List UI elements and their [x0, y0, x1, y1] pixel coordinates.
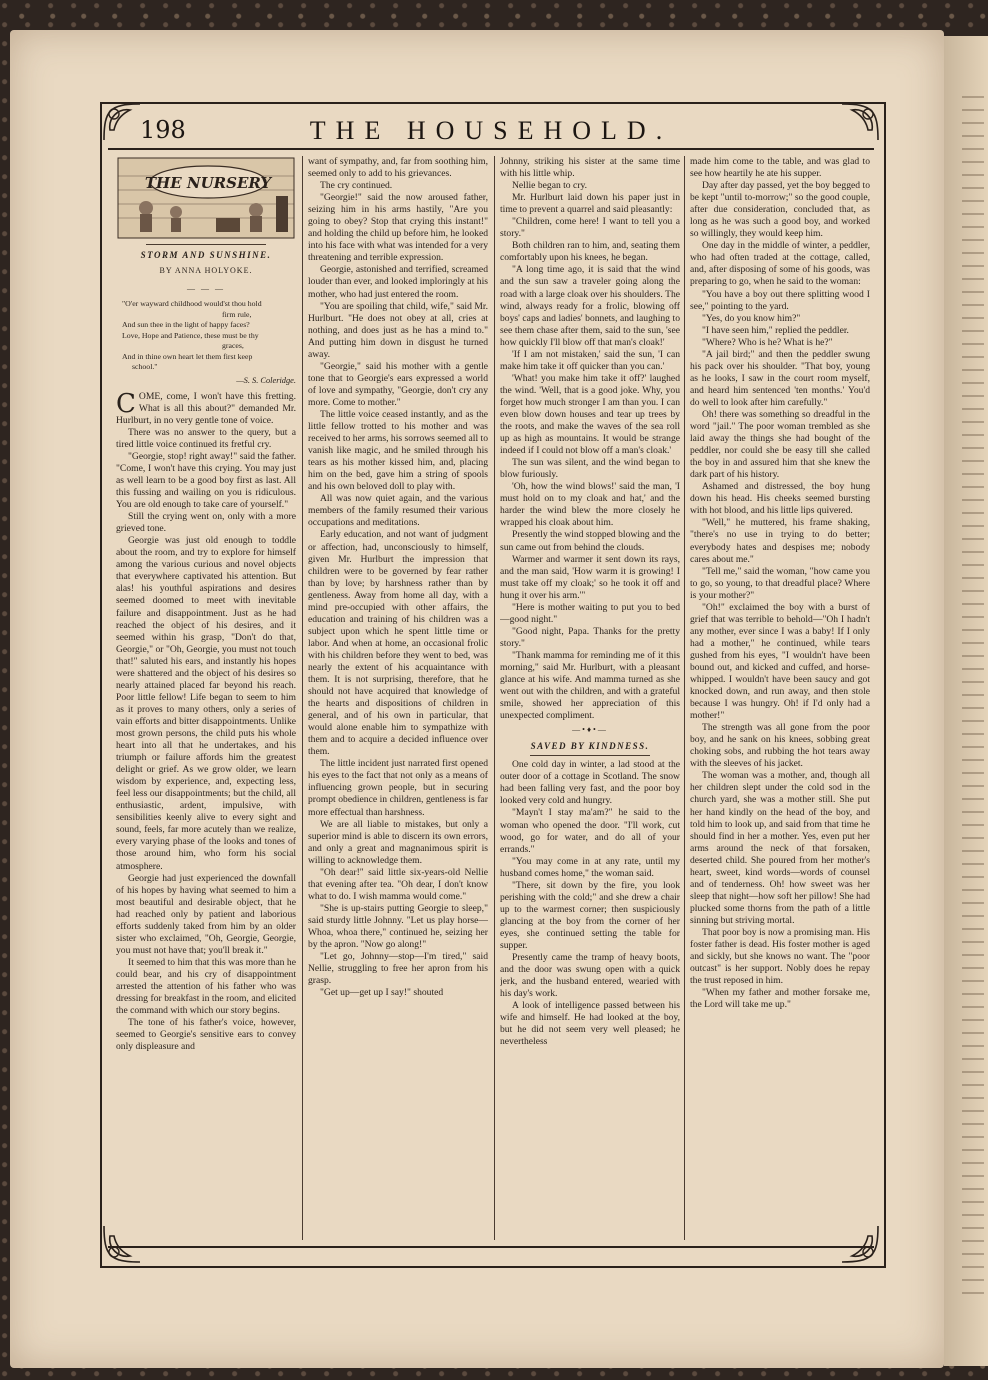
paragraph: "Here is mother waiting to put you to bed—good night." — [500, 601, 680, 625]
paragraph: Nellie began to cry. — [512, 180, 588, 192]
paragraph: There was no answer to the query, but a tired little voice continued its fretful cry. — [116, 426, 296, 450]
paragraph: One cold day in winter, a lad stood at the outer door of a cottage in Scotland. The snow had been falling very fast, and the poor boy looked very cold and hungry. — [500, 759, 680, 807]
paragraph: That poor boy is now a promising man. His foster father is dead. His foster mother is aged and sickly, but she knows no want. The "poor outcast" is her support. Nobly does he repay the trust reposed in him. — [690, 927, 870, 987]
paragraph: COME, come, I won't have this fretting. What is all this about?" demanded Mr. Hurlburt, in no very gentle tone of voice. — [116, 388, 296, 426]
column-rule — [494, 156, 495, 1240]
paragraph: "Yes, do you know him?" — [702, 312, 801, 324]
divider-rule — [146, 244, 266, 245]
paragraph: Georgie was just old enough to toddle about the room, and try to explore for himself among the various curious and novel objects that everywhere captivated his attention. But alas! his youthful aspirations and desires seemed doomed to meet with inevitable failure and disappointment. Just as he had reached the object of his desires, and it seemed within his grasp, "Don't do that, Georgie," or "Oh, Georgie, you must not touch that!" saluted his ears, and instantly his hopes were shattered and the object of his desires so nearly attained placed far beyond his reach. Poor little fellow! Life began to seem to him as it proves to many others, only a series of vain efforts and bitter disappointments. Unlike most grown persons, the child puts his whole heart into all that he undertakes, and his triumph or failure affords him the greatest delight or grief. As we grow older, we learn wisdom by experience, and, expecting less, feel less our disappointments; but the child, all enthusiastic, ardent, impulsive, with sensibilities keenly alive to every sight and sound, feels, far more acutely than we realize, every varying phase of the looks and tones of those around him, who form his social atmosphere. — [116, 535, 296, 872]
paragraph: Presently the wind stopped blowing and the sun came out from behind the clouds. — [500, 529, 680, 553]
paragraph: All was now quiet again, and the various members of the family resumed their various occupations and meditations. — [308, 493, 488, 529]
paragraph: The tone of his father's voice, however, seemed to Georgie's sensitive ears to convey only displeasure and — [116, 1017, 296, 1053]
paragraph: Day after day passed, yet the boy begged to be kept "until to-morrow;" so the good couple, after due consideration, concluded that, as long as he was such a good boy, and worked so willingly, they would keep him. — [690, 180, 870, 240]
paragraph: "When my father and mother forsake me, the Lord will take me up." — [690, 987, 870, 1011]
paragraph: "Well," he muttered, his frame shaking, "there's no use in trying to do better; everybody hates and despises me; nobody cares about me." — [690, 517, 870, 565]
column-3 — [500, 156, 680, 1240]
paragraph: "I have seen him," replied the peddler. — [702, 324, 849, 336]
column-4 — [690, 156, 870, 1240]
column-2 — [308, 156, 488, 1240]
paragraph: The little incident just narrated first opened his eyes to the fact that not only as a means of influencing grown people, but in securing prompt obedience in children, gentleness is far more effectual than harshness. — [308, 758, 488, 818]
paragraph: Johnny, striking his sister at the same time with his little whip. — [500, 156, 680, 180]
paragraph: The sun was silent, and the wind began to blow furiously. — [500, 457, 680, 481]
paragraph: Early education, and not want of judgment or affection, had, unconsciously to himself, given Mr. Hurlburt the impression that children were to be governed by fear rather than by love; by harshness rather than by gentleness. Away from home all day, with a mind pre-occupied with other affairs, the education and training of his children was a subject upon which he spent little time or labor. And when at home, an occasional frolic with his children before they went to bed, was nearly the extent of his acquaintance with them. It is not surprising, therefore, that he should not have acquired that knowledge of the hearts and dispositions of children in general, and of his own in particular, that would alone enable him to sympathize with them and to acquire a decided influence over them. — [308, 529, 488, 758]
masthead-title: THE HOUSEHOLD. — [309, 116, 673, 145]
paragraph: Georgie, astonished and terrified, screamed louder than ever, and looked imploringly at his mother, who had just entered the room. — [308, 264, 488, 300]
paragraph: It seemed to him that this was more than he could bear, and his cry of disappointment arrested the attention of his father who was dressing for breakfast in the room, and elicited the command with which our story begins. — [116, 956, 296, 1017]
paragraph: "You have a boy out there splitting wood I see," pointing to the yard. — [690, 288, 870, 312]
paragraph: The cry continued. — [320, 180, 393, 192]
paragraph: Ashamed and distressed, the boy hung down his head. His cheeks seemed bursting with hot blood, and his little lips quivered. — [690, 481, 870, 517]
column-rule — [302, 156, 303, 1240]
paragraph: "Oh dear!" said little six-years-old Nellie that evening after tea. "Oh dear, I don't know what to do. I wish mamma would come." — [308, 866, 488, 902]
divider-rule — [530, 755, 650, 756]
paragraph: Georgie had just experienced the downfall of his hopes by having what seemed to him a most beautiful and desirable object, that he had reached only by patient and laborious efforts suddenly taked from him by an older sister who exclaimed, "Oh, Georgie, Georgie, you must not have that; you'll break it." — [116, 872, 296, 956]
adjacent-page-edge — [944, 36, 988, 1366]
nursery-art-label: THE NURSERY — [144, 174, 272, 192]
paragraph: "Let go, Johnny—stop—I'm tired," said Nellie, struggling to free her apron from his grasp. — [308, 951, 488, 987]
nursery-illustration — [116, 156, 296, 240]
paragraph: We are all liable to mistakes, but only a superior mind is able to discern its own errors, and only a great and magnanimous spirit is willing to acknowledge them. — [308, 818, 488, 866]
paragraph: want of sympathy, and, far from soothing him, seemed only to add to his grievances. — [308, 156, 488, 180]
drop-cap: C — [116, 388, 136, 419]
story-title: SAVED BY KINDNESS. — [530, 741, 650, 752]
paragraph: 'Oh, how the wind blows!' said the man, 'I must hold on to my cloak and hat,' and the harder the wind blew the more closely he wrapped his cloak about him. — [500, 481, 680, 529]
section-divider: —•♦•— — [572, 725, 608, 735]
article-columns — [116, 156, 872, 1240]
paragraph: The strength was all gone from the poor boy, and he sank on his knees, sobbing great choking sobs, and rubbing the hot tears away with the sleeves of his jacket. — [690, 722, 870, 770]
paragraph: "Where? Who is he? What is he?" — [702, 336, 833, 348]
paragraph: "There, sit down by the fire, you look perishing with the cold;" and she drew a chair up to the warmest corner; then suspiciously glancing at the boy from the corner of her eyes, she continued setting the table for supper. — [500, 879, 680, 951]
column-1 — [116, 156, 296, 1240]
paragraph: "Georgie," said his mother with a gentle tone that to Georgie's ears expressed a world of love and sympathy, "Georgie, don't cry any more. Come to mother." — [308, 360, 488, 408]
paragraph: One day in the middle of winter, a peddler, who had often traded at the cottage, called, and, after disposing of some of his goods, was preparing to go, when he said to the woman: — [690, 240, 870, 288]
paragraph: "Mayn't I stay ma'am?" he said to the woman who opened the door. "I'll work, cut wood, go for water, and do all of your errands." — [500, 807, 680, 855]
paragraph: "You are spoiling that child, wife," said Mr. Hurlburt. "He does not obey at all, cries at nothing, and does just as he has a mind to." And putting him down in disgust he turned away. — [308, 300, 488, 360]
paragraph: "She is up-stairs putting Georgie to sleep," said sturdy little Johnny. "Let us play horse—Whoa, whoa there," continued he, seizing her by the apron. "Now go along!" — [308, 902, 488, 951]
paragraph: made him come to the table, and was glad to see how heartily he ate his supper. — [690, 156, 870, 180]
story-byline: BY ANNA HOLYOKE. — [159, 266, 253, 276]
paragraph: "Get up—get up I say!" shouted — [320, 987, 444, 999]
paragraph: "Thank mamma for reminding me of it this morning," said Mr. Hurlburt, with a pleasant glance at his wife. And mamma turned as she went out with the children, and with a grateful smile, showed her appreciation of this unexpected compliment. — [500, 649, 680, 722]
page-number: 198 — [140, 116, 186, 144]
paragraph: "Oh!" exclaimed the boy with a burst of grief that was terrible to behold—"Oh I hadn't any mother, ever since I was a baby! If I only had a mother," he continued, while tears gushed from his eyes, "I wouldn't have been bound out, and kicked and cuffed, and horse-whipped. I wouldn't have been saucy and got knocked down, and run away, and then stole because I was hungry. Oh! if I'd only had a mother!" — [690, 601, 870, 722]
paragraph: A look of intelligence passed between his wife and himself. He had looked at the boy, but he did not seem very well pleased; he nevertheless — [500, 1000, 680, 1048]
paragraph: The little voice ceased instantly, and as the little fellow trotted to his mother and was received to her arms, his sorrows seemed all to vanish like magic, and he smiled through his tears as his mother kissed him, and, placing him on the bed, gave him a string of spools and his own beloved doll to play with. — [308, 408, 488, 493]
paragraph: Mr. Hurlburt laid down his paper just in time to prevent a quarrel and said pleasantly: — [500, 192, 680, 216]
paragraph: 'If I am not mistaken,' said the sun, 'I can make him take it off quicker than you can.' — [500, 348, 680, 372]
paragraph: Both children ran to him, and, seating them comfortably upon his knees, he began. — [500, 240, 680, 264]
paragraph: Warmer and warmer it sent down its rays, and the man said, 'How warm it is growing! I must take off my cloak;' so he took it off and hung it over his arm.'" — [500, 553, 680, 601]
paragraph: "Tell me," said the woman, "how came you to go, so young, to that dreadful place? Where is your mother?" — [690, 565, 870, 601]
paragraph: The woman was a mother, and, though all her children slept under the cold sod in the church yard, she was a mother still. She put her hand kindly on the head of the boy, and told him to look up, and said from that time he should find in her a mother. Yes, even put her arms around the neck of that forsaken, deserted child. She poured from her mother's heart, sweet, kind words—words of counsel and of tenderness. Oh! how sweet was her sleep that night—how soft her pillow! She had plucked some thorns from the path of a little sinning but striving mortal. — [690, 770, 870, 926]
paragraph: "Georgie, stop! right away!" said the father. "Come, I won't have this crying. You may just as well learn to be a good boy first as last. All this fussing and wailing on you is ridiculous. You are old enough to take care of yourself." — [116, 450, 296, 511]
epigraph-verse: "O'er wayward childhood would'st thou hold firm rule, And sun thee in the light of happy faces? Love, Hope and Patience, these must be thy graces, And in thine own heart let them first keep school." — [122, 299, 262, 372]
paragraph: Still the crying went on, only with a more grieved tone. — [116, 511, 296, 535]
page-header — [100, 110, 882, 150]
paragraph: "Georgie!" said the now aroused father, seizing him in his arms hastily, "Are you going to obey? Stop that crying this instant!" and holding the child up before him, he looked into his face with what was intended for a very threatening and terrible expression. — [308, 192, 488, 264]
paragraph: Oh! there was something so dreadful in the word "jail." The poor woman trembled as she laid away the things she had bought of the peddler, nor could she be easy till she called the boy in and assured him that she knew the dark part of his history. — [690, 408, 870, 481]
byline-divider: — — — — [187, 284, 225, 294]
story-title: STORM AND SUNSHINE. — [140, 250, 272, 260]
paragraph: Presently came the tramp of heavy boots, and the door was swung open with a quick jerk, and the husband entered, wearied with his day's work. — [500, 952, 680, 1000]
paragraph: "A jail bird;" and then the peddler swung his pack over his shoulder. "That boy, young as he looks, I saw in the court room myself, and heard him sentenced 'ten months.' You'd do well to look after him carefully." — [690, 348, 870, 408]
paragraph: "You may come in at any rate, until my husband comes home," the woman said. — [500, 855, 680, 879]
paragraph: "Good night, Papa. Thanks for the pretty story." — [500, 625, 680, 649]
paragraph: 'What! you make him take it off?' laughed the wind. 'Well, that is a good joke. Why, you forget how much stronger I am than you. I can even blow down houses and tear up trees by the roots, and make the waves of the sea roll up as high as mountains. It would be strange indeed if I could not blow off a man's cloak.' — [500, 372, 680, 457]
column-rule — [684, 156, 685, 1240]
paragraph: "A long time ago, it is said that the wind and the sun saw a traveler going along the road with a large cloak over his shoulders. The wind, always ready for a frolic, blowing off boys' caps and ladies' bonnets, and laughing to see them chase after them, said to the sun, 'see how quickly I'll blow off that man's cloak!' — [500, 264, 680, 348]
epigraph-attribution: —S. S. Coleridge. — [236, 375, 296, 385]
paragraph: "Children, come here! I want to tell you a story." — [500, 216, 680, 240]
